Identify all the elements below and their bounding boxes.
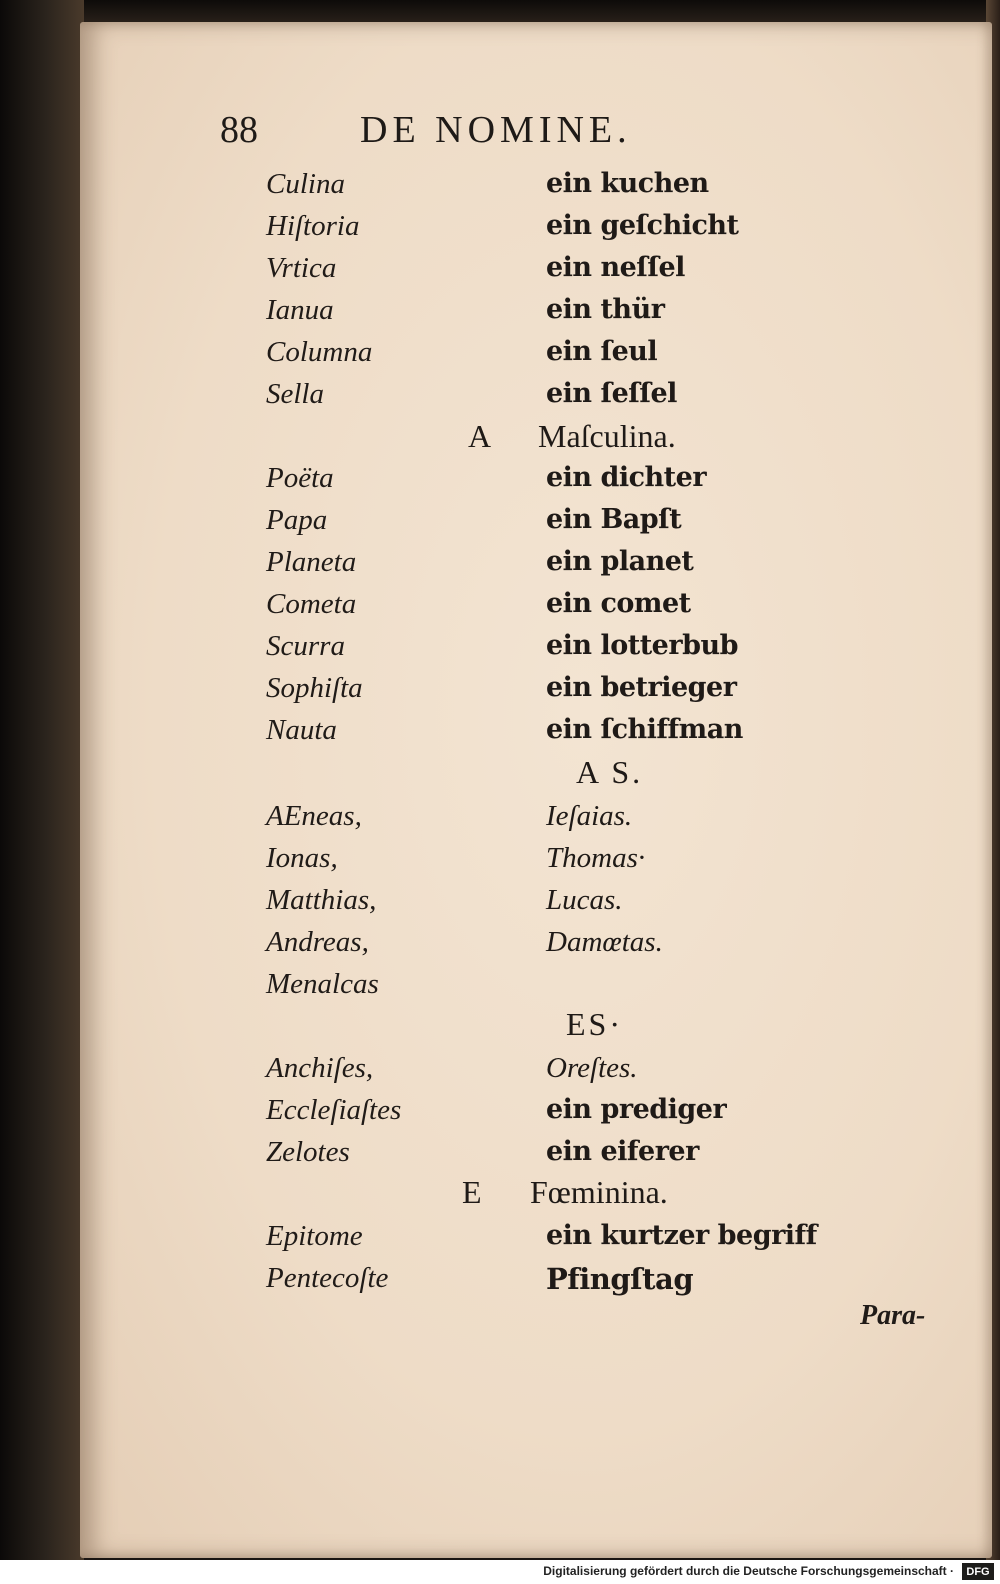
running-title: DE NOMINE. [360,109,632,151]
section-heading-es: ES· [566,1006,623,1042]
latin-name: Ionas, [266,842,338,874]
latin-term: Papa [266,504,328,536]
german-gloss: ein eiferer [546,1136,699,1167]
latin-term: Poëta [266,462,334,494]
dfg-logo-icon: DFG [962,1563,994,1580]
latin-term: Planeta [266,546,357,578]
book-edge-top [0,0,1000,24]
latin-term: Vrtica [266,252,337,284]
latin-term: Sella [266,378,324,410]
page-number: 88 [220,109,258,151]
latin-term: Sophiſta [266,672,363,704]
latin-name: Andreas, [266,926,369,958]
german-gloss: ein neſſel [546,252,685,283]
latin-name: Matthias, [266,884,377,916]
latin-term: Culina [266,168,345,200]
german-gloss: ein thür [546,294,665,325]
latin-term: Eccleſiaſtes [266,1094,402,1126]
german-gloss: ein betrieger [546,672,737,703]
section-letter-e: E [462,1174,482,1210]
latin-name: Ieſaias. [546,800,633,832]
catchword: Para- [860,1300,926,1331]
german-gloss: Pfingſtag [546,1262,694,1296]
section-heading-masculina: Maſculina. [538,418,676,454]
latin-name: AEneas, [266,800,362,832]
german-gloss: ein comet [546,588,691,619]
latin-term: Scurra [266,630,345,662]
latin-name: Menalcas [266,968,379,1000]
latin-term: Cometa [266,588,357,620]
latin-term: Ianua [266,294,334,326]
latin-term: Hiſtoria [266,210,360,242]
latin-name: Damœtas. [546,926,663,958]
latin-term: Pentecoſte [266,1262,389,1294]
section-letter-a: A [468,418,492,454]
german-gloss: ein dichter [546,462,707,493]
german-gloss: ein geſchicht [546,210,739,241]
latin-term: Columna [266,336,373,368]
running-header [220,108,820,158]
digitization-footer [0,1560,1000,1584]
latin-term: Zelotes [266,1136,350,1168]
latin-name: Oreſtes. [546,1052,638,1084]
german-gloss: ein ſeſſel [546,378,677,409]
german-gloss: ein lotterbub [546,630,738,661]
book-page [80,22,992,1558]
dfg-credit-text: Digitalisierung gefördert durch die Deutsche Forschungsgemeinschaft · [543,1564,954,1578]
german-gloss: ein ſeul [546,336,658,367]
german-gloss: ein Bapſt [546,504,682,535]
german-gloss: ein kurtzer begriff [546,1220,817,1251]
german-gloss: ein planet [546,546,694,577]
section-heading-foeminina: Fœminina. [530,1174,668,1210]
german-gloss: ein ſchiffman [546,714,743,745]
section-heading-as: A S. [576,754,644,790]
german-gloss: ein kuchen [546,168,709,199]
latin-name: Thomas· [546,842,646,874]
latin-name: Lucas. [546,884,623,916]
book-spine [0,0,84,1560]
german-gloss: ein prediger [546,1094,727,1125]
latin-term: Epitome [266,1220,363,1252]
latin-term: Anchiſes, [266,1052,374,1084]
latin-term: Nauta [266,714,337,746]
